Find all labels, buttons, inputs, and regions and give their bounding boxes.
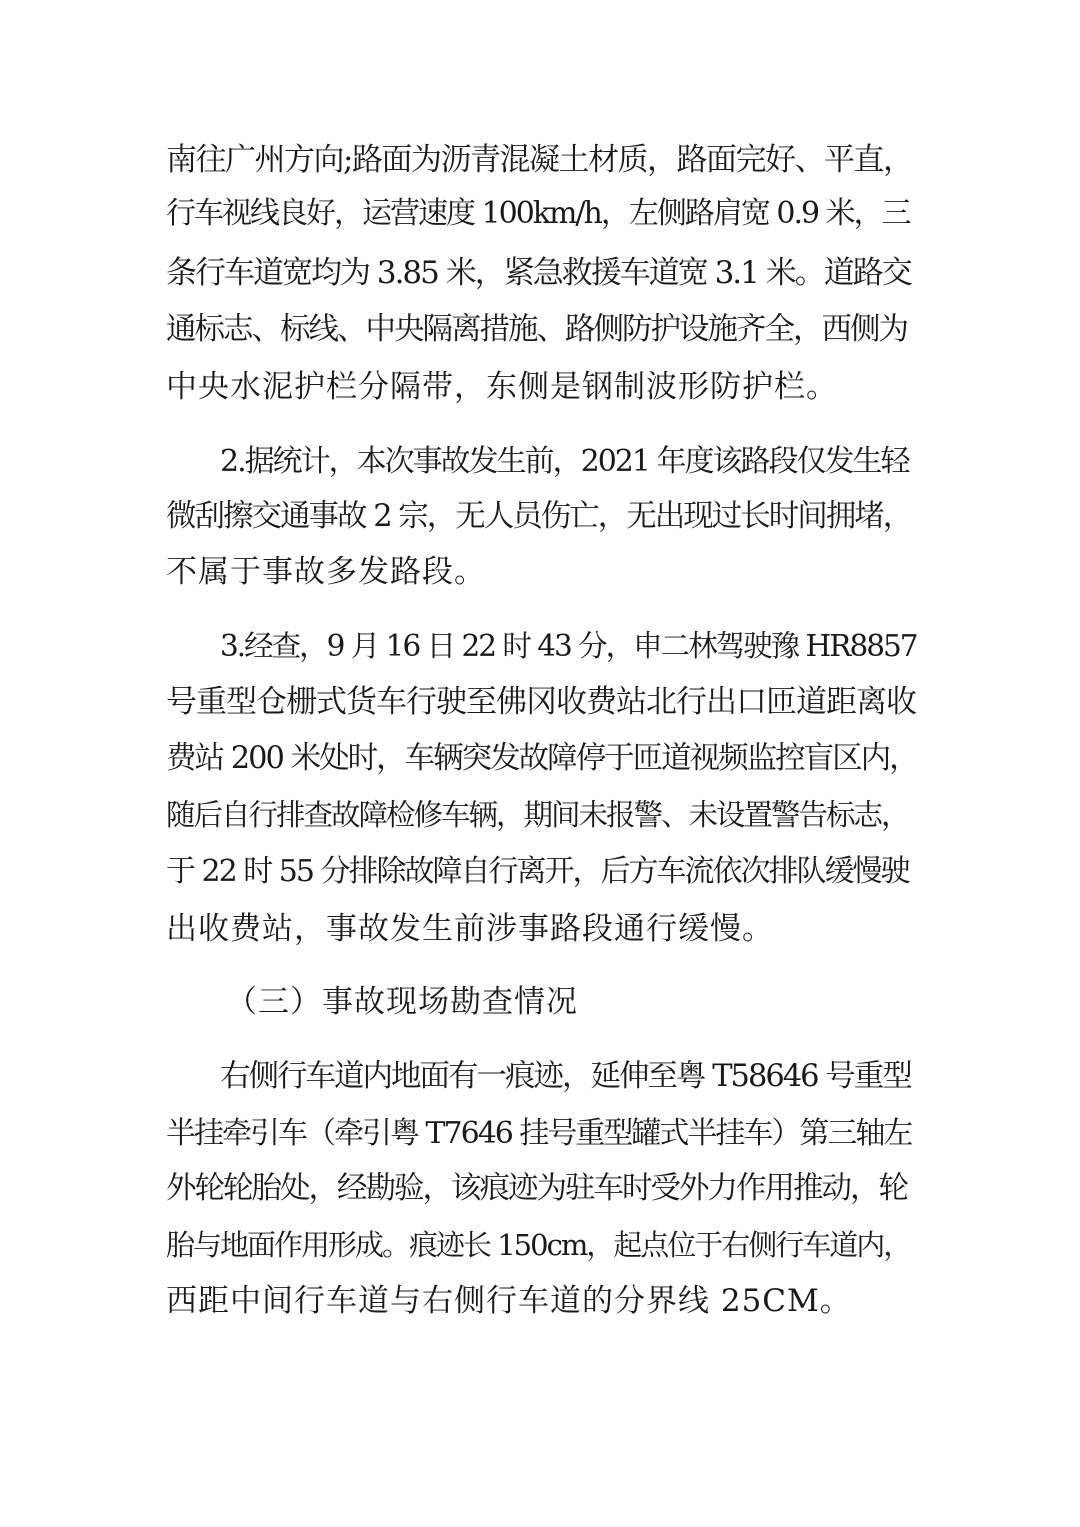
text-line: 右侧行车道内地面有一痕迹，延伸至粤 T58646 号重型: [220, 1059, 911, 1094]
text-line: 行车视线良好，运营速度 100km/h，左侧路肩宽 0.9 米，三: [166, 196, 910, 231]
text-line: 出收费站，事故发生前涉事路段通行缓慢。: [166, 911, 774, 947]
section-heading: （三）事故现场勘查情况: [226, 984, 578, 1020]
text-line: 随后自行排查故障检修车辆，期间未报警、未设置警告标志，: [166, 798, 909, 832]
text-line: 不属于事故多发路段。: [166, 554, 486, 590]
text-line: 半挂牵引车（牵引粤 T7646 挂号重型罐式半挂车）第三轴左: [166, 1116, 912, 1151]
text-line: 胎与地面作用形成。痕迹长 150cm，起点位于右侧行车道内，: [166, 1228, 911, 1262]
text-line: 3.经查，9 月 16 日 22 时 43 分，申二林驾驶豫 HR8857: [220, 629, 917, 663]
text-line: 条行车道宽均为 3.85 米，紧急救援车道宽 3.1 米。道路交: [166, 255, 911, 291]
text-line: 外轮轮胎处，经勘验，该痕迹为驻车时受外力作用推动，轮: [166, 1171, 907, 1206]
text-line: 南往广州方向;路面为沥青混凝土材质，路面完好、平直，: [166, 142, 913, 178]
text-line: 中央水泥护栏分隔带，东侧是钢制波形防护栏。: [166, 369, 838, 405]
text-line: 微刮擦交通事故 2 宗，无人员伤亡，无出现过长时间拥堵，: [166, 499, 912, 534]
text-line: 2.据统计，本次事故发生前，2021 年度该路段仅发生轻: [220, 444, 909, 479]
text-line: 通标志、标线、中央隔离措施、路侧防护设施齐全，西侧为: [166, 312, 907, 347]
text-line: 号重型仓栅式货车行驶至佛冈收费站北行出口匝道距离收: [166, 684, 916, 720]
text-line: 费站 200 米处时，车辆突发故障停于匝道视频监控盲区内，: [166, 741, 918, 776]
text-line: 于 22 时 55 分排除故障自行离开，后方车流依次排队缓慢驶: [166, 854, 909, 889]
text-line: 西距中间行车道与右侧行车道的分界线 25CM。: [166, 1283, 852, 1319]
